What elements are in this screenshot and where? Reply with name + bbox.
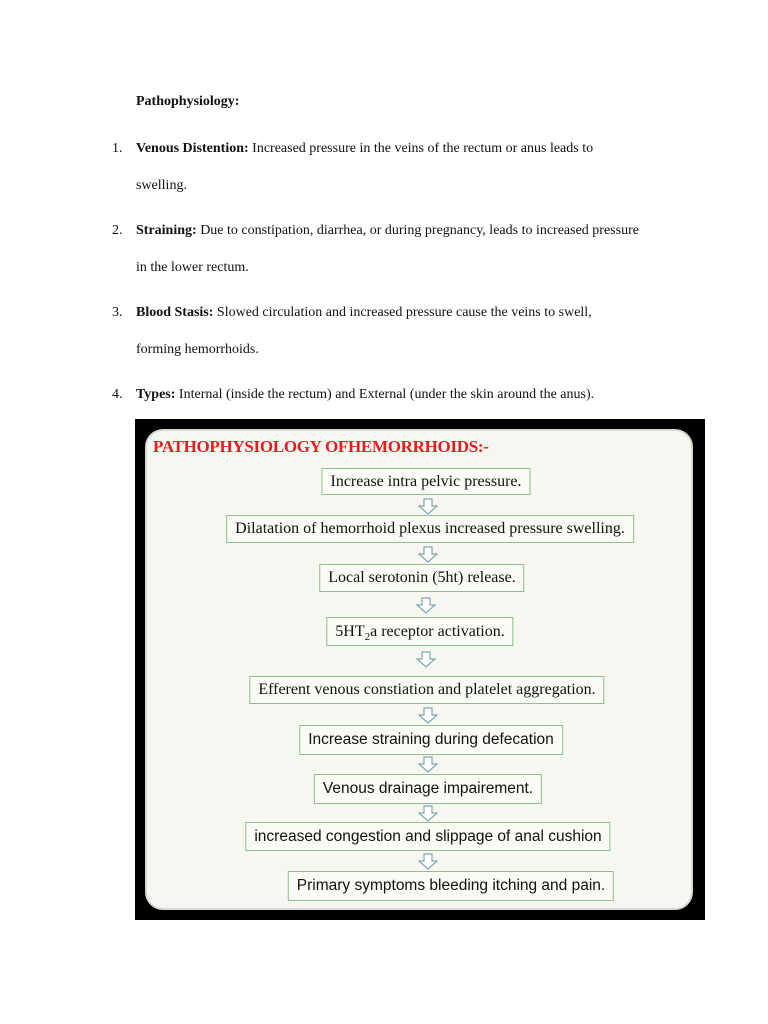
flowchart-panel — [145, 429, 693, 910]
flow-step-box: Increase intra pelvic pressure. — [321, 468, 530, 495]
flow-step-box: Increase straining during defecation — [299, 725, 563, 755]
down-arrow-icon — [418, 546, 438, 563]
flow-step-box: increased congestion and slippage of anal cushion — [245, 822, 610, 851]
step-text-post: a receptor activation. — [370, 623, 505, 640]
down-arrow-icon — [416, 651, 436, 668]
list-number: 2. — [112, 223, 123, 238]
section-heading: Pathophysiology: — [136, 94, 240, 109]
flowchart-figure — [135, 419, 705, 920]
list-number: 1. — [112, 141, 123, 156]
flow-step-box: Venous drainage impairement. — [314, 774, 542, 804]
list-term: Types: — [136, 387, 176, 402]
down-arrow-icon — [418, 756, 438, 773]
down-arrow-icon — [416, 597, 436, 614]
flow-step-box: Local serotonin (5ht) release. — [319, 564, 524, 592]
list-item — [112, 130, 712, 204]
down-arrow-icon — [418, 707, 438, 724]
down-arrow-icon — [418, 853, 438, 870]
list-term: Blood Stasis: — [136, 305, 214, 320]
list-text: Slowed circulation and increased pressure cause the veins to swell, — [213, 305, 592, 320]
list-text: Increased pressure in the veins of the rectum or anus leads to — [248, 141, 594, 156]
list-term: Straining: — [136, 223, 197, 238]
step-text-subscript: 2 — [364, 631, 371, 644]
list-text-continued: swelling. — [136, 178, 187, 193]
list-text: Due to constipation, diarrhea, or during pregnancy, leads to increased pressure — [196, 223, 639, 238]
list-item — [112, 376, 712, 413]
list-text-continued: in the lower rectum. — [136, 260, 249, 275]
down-arrow-icon — [418, 805, 438, 822]
flow-step-box — [326, 617, 513, 646]
down-arrow-icon — [418, 498, 438, 515]
flow-step-box: Primary symptoms bleeding itching and pain. — [288, 871, 614, 901]
flow-step-box: Dilatation of hemorrhoid plexus increased pressure swelling. — [226, 515, 634, 543]
flow-step-box: Efferent venous constiation and platelet aggregation. — [249, 676, 604, 704]
list-text: Internal (inside the rectum) and External (under the skin around the anus). — [175, 387, 595, 402]
list-term: Venous Distention: — [136, 141, 249, 156]
list-number: 4. — [112, 387, 123, 402]
figure-title: PATHOPHYSIOLOGY OFHEMORRHOIDS:- — [153, 437, 489, 456]
list-number: 3. — [112, 305, 123, 320]
list-item — [112, 212, 712, 286]
list-text-continued: forming hemorrhoids. — [136, 342, 259, 357]
step-text-pre: 5HT — [335, 623, 365, 640]
list-item — [112, 294, 712, 368]
